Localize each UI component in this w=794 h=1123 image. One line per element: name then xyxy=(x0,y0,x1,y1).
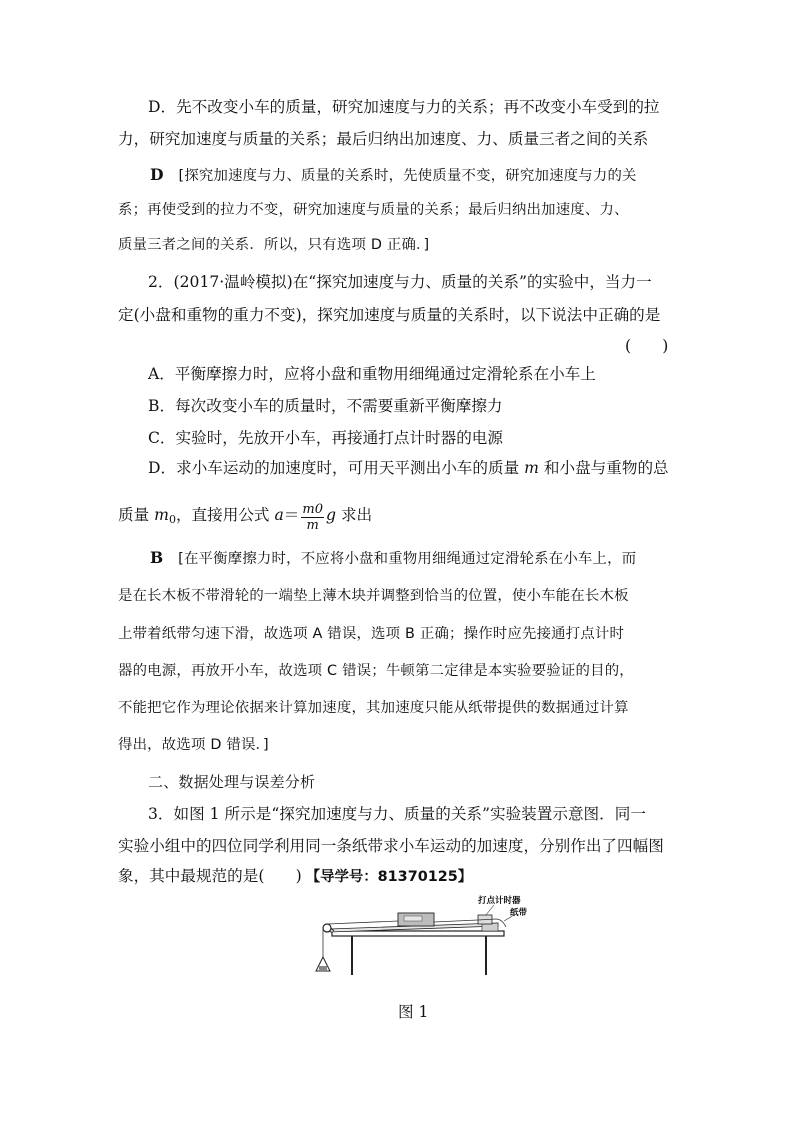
q2-explanation-line5: 不能把它作为理论依据来计算加速度，其加速度只能从纸带提供的数据通过计算 xyxy=(118,700,629,716)
table-top xyxy=(332,931,504,936)
q2-answer xyxy=(150,548,636,569)
formula-denominator: m xyxy=(306,517,319,533)
pulley xyxy=(323,924,331,932)
q1-explanation-line3: 质量三者之间的关系．所以，只有选项 D 正确．] xyxy=(118,237,430,253)
q1-explanation-line2: 系；再使受到的拉力不变，研究加速度与质量的关系；最后归纳出加速度、力、 xyxy=(118,202,629,218)
q2-stem-line2: 定(小盘和重物的重力不变)，探究加速度与质量的关系时，以下说法中正确的是 xyxy=(118,306,661,324)
string xyxy=(328,921,398,924)
q2-option-d-text-post: 和小盘与重物的总 xyxy=(538,459,669,477)
formula-a: a xyxy=(274,506,284,524)
q1-answer-letter: D xyxy=(150,165,164,184)
weight xyxy=(319,966,327,971)
q2-option-d-line2-mid: ，直接用公式 xyxy=(175,506,275,524)
cart-top xyxy=(404,916,422,921)
q2-explanation-line3: 上带着纸带匀速下滑，故选项 A 错误，选项 B 正确；操作时应先接通打点计时 xyxy=(118,626,625,642)
q1-option-d-line2: 力，研究加速度与质量的关系；最后归纳出加速度、力、质量三者之间的关系 xyxy=(118,130,649,148)
q2-option-d-line2 xyxy=(118,498,372,537)
q2-answer-letter: B xyxy=(150,548,164,567)
q2-var-m0-sub: 0 xyxy=(168,513,176,526)
formula-equals: ＝ xyxy=(283,506,300,524)
q2-var-m0: m xyxy=(154,506,169,524)
label-timer: 打点计时器 xyxy=(478,896,521,906)
q2-stem-line1: 2．(2017·温岭模拟)在“探究加速度与力、质量的关系”的实验中，当力一 xyxy=(148,273,652,291)
q2-explanation-line2: 是在长木板不带滑轮的一端垫上薄木块并调整到恰当的位置，使小车能在长木板 xyxy=(118,588,629,604)
q2-option-a: A．平衡摩擦力时，应将小盘和重物用细绳通过定滑轮系在小车上 xyxy=(148,365,596,383)
q3-stem-line3 xyxy=(118,866,472,887)
q2-explanation-line4: 器的电源，再放开小车，故选项 C 错误；牛顿第二定律是本实验要验证的目的， xyxy=(118,663,634,679)
label-tape: 纸带 xyxy=(510,908,528,918)
q2-option-c: C．实验时，先放开小车，再接通打点计时器的电源 xyxy=(148,429,503,447)
q2-explanation-line1: [在平衡摩擦力时，不应将小盘和重物用细绳通过定滑轮系在小车上，而 xyxy=(178,551,637,567)
guide-number: 【导学号：81370125】 xyxy=(305,869,473,885)
q2-option-d-line2-pre: 质量 xyxy=(118,506,155,524)
q1-answer xyxy=(150,165,637,186)
section-heading: 二、数据处理与误差分析 xyxy=(148,773,316,791)
q1-explanation-line1: [探究加速度与力、质量的关系时，先使质量不变，研究加速度与力的关 xyxy=(178,168,637,184)
q3-stem-line3-text: 象，其中最规范的是( ) xyxy=(118,867,302,885)
formula-numerator: m0 xyxy=(302,501,323,517)
q2-explanation-line6: 得出，故选项 D 错误．] xyxy=(118,737,269,753)
q2-answer-blank: ( ) xyxy=(625,337,669,355)
formula-fraction xyxy=(301,502,324,533)
q3-stem-line2: 实验小组中的四位同学利用同一条纸带求小车运动的加速度，分别作出了四幅图 xyxy=(118,837,664,855)
q1-option-d-line1: D．先不改变小车的质量，研究加速度与力的关系；再不改变小车受到的拉 xyxy=(148,98,660,116)
formula-g: g xyxy=(326,506,336,524)
q2-option-d-text-pre: D．求小车运动的加速度时，可用天平测出小车的质量 xyxy=(148,459,525,477)
q2-option-d-var-m: m xyxy=(524,459,539,477)
apparatus-figure xyxy=(310,893,540,993)
q2-option-b: B．每次改变小车的质量时，不需要重新平衡摩擦力 xyxy=(148,397,503,415)
q3-stem-line1: 3．如图 1 所示是“探究加速度与力、质量的关系”实验装置示意图．同一 xyxy=(148,805,646,823)
q2-option-d-line2-post: 求出 xyxy=(335,506,373,524)
figure-caption: 图 1 xyxy=(398,1003,429,1021)
q2-option-d-line1 xyxy=(148,458,669,478)
